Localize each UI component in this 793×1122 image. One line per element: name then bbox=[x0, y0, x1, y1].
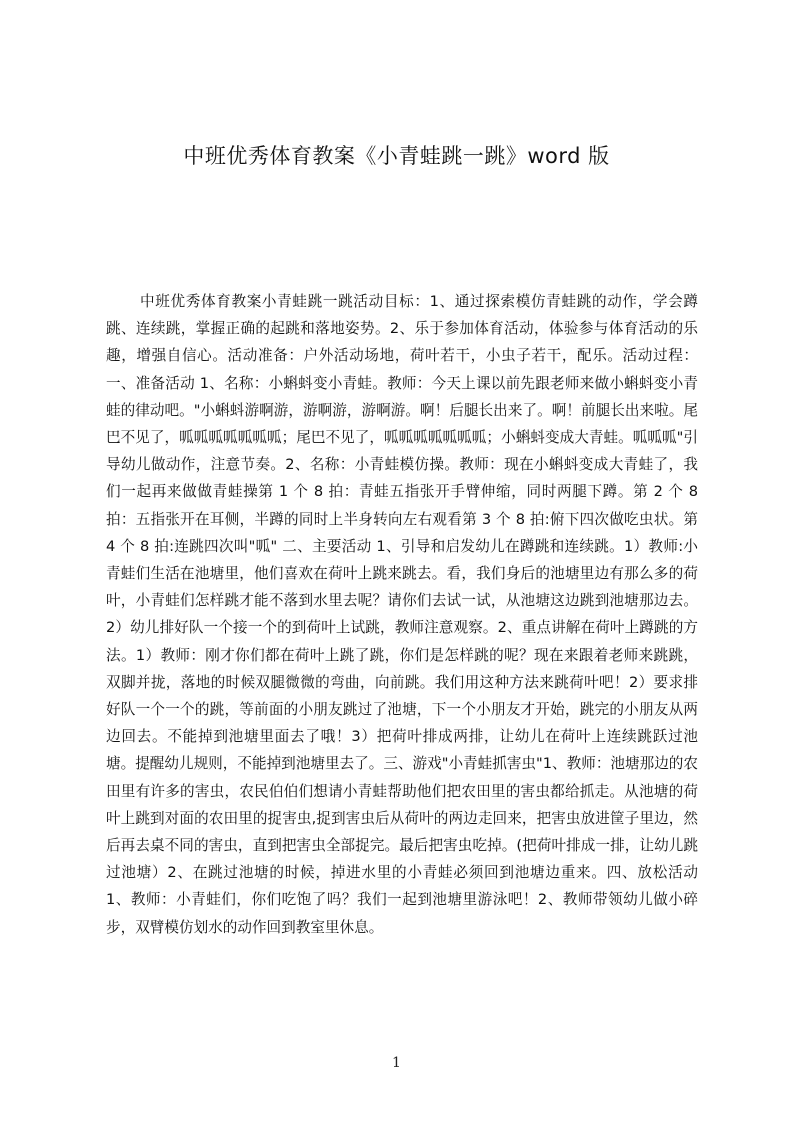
page-number: 1 bbox=[392, 1055, 401, 1071]
document-body-paragraph: 中班优秀体育教案小青蛙跳一跳活动目标：1、通过探索模仿青蛙跳的动作，学会蹲跳、连续跳，掌握正确的起跳和落地姿势。2、乐于参加体育活动，体验参与体育活动的乐趣，增强自信心。活动准备：户外活动场地，荷叶若干，小虫子若干，配乐。活动过程：一、准备活动 1、名称：小蝌蚪变小青蛙。教师：今天上课以前先跟老师来做小蝌蚪变小青蛙的律动吧。"小蝌蚪游啊游，游啊游，游啊游。啊！后腿长出来了。啊！前腿长出来啦。尾巴不见了，呱呱呱呱呱呱呱；尾巴不见了，呱呱呱呱呱呱呱；小蝌蚪变成大青蛙。呱呱呱"引导幼儿做动作，注意节奏。2、名称：小青蛙模仿操。教师：现在小蝌蚪变成大青蛙了，我们一起再来做做青蛙操第 1 个 8 拍：青蛙五指张开手臂伸缩，同时两腿下蹲。第 2 个 8 拍：五指张开在耳侧，半蹲的同时上半身转向左右观看第 3 个 8 拍:俯下四次做吃虫状。第 4 个 8 拍:连跳四次叫"呱" 二、主要活动 1、引导和启发幼儿在蹲跳和连续跳。1）教师:小青蛙们生活在池塘里，他们喜欢在荷叶上跳来跳去。看，我们身后的池塘里边有那么多的荷叶，小青蛙们怎样跳才能不落到水里去呢？请你们去试一试，从池塘这边跳到池塘那边去。2）幼儿排好队一个接一个的到荷叶上试跳，教师注意观察。2、重点讲解在荷叶上蹲跳的方法。1）教师：刚才你们都在荷叶上跳了跳，你们是怎样跳的呢？现在来跟着老师来跳跳，双脚并拢，落地的时候双腿微微的弯曲，向前跳。我们用这种方法来跳荷叶吧！2）要求排好队一个一个的跳，等前面的小朋友跳过了池塘，下一个小朋友才开始，跳完的小朋友从两边回去。不能掉到池塘里面去了哦！3）把荷叶排成两排，让幼儿在荷叶上连续跳跃过池塘。提醒幼儿规则，不能掉到池塘里去了。三、游戏"小青蛙抓害虫"1、教师：池塘那边的农田里有许多的害虫，农民伯伯们想请小青蛙帮助他们把农田里的害虫都给抓走。从池塘的荷叶上跳到对面的农田里的捉害虫,捉到害虫后从荷叶的两边走回来，把害虫放进筐子里边，然后再去桌不同的害虫，直到把害虫全部捉完。最后把害虫吃掉。(把荷叶排成一排，让幼儿跳过池塘）2、在跳过池塘的时候，掉进水里的小青蛙必须回到池塘边重来。四、放松活动 1、教师：小青蛙们，你们吃饱了吗？我们一起到池塘里游泳吧！2、教师带领幼儿做小碎步，双臂模仿划水的动作回到教室里休息。 bbox=[106, 293, 698, 936]
document-title: 中班优秀体育教案《小青蛙跳一跳》word 版 bbox=[183, 144, 610, 168]
